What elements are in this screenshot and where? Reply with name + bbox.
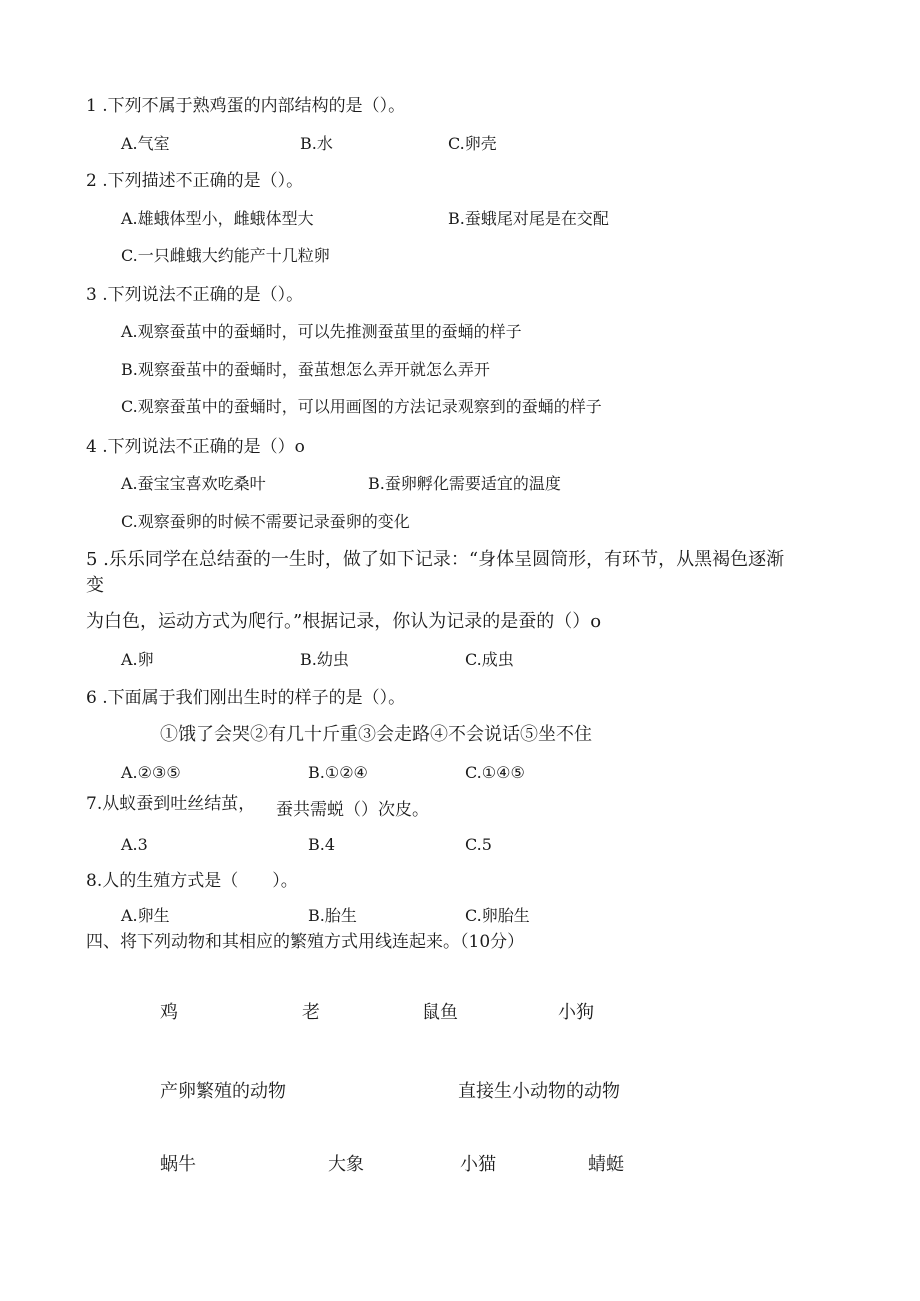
question-6-option-a: A.②③⑤: [121, 763, 181, 782]
question-1-stem: 1 .下列不属于熟鸡蛋的内部结构的是（）。: [86, 96, 406, 116]
question-2-option-b: B.蚕蛾尾对尾是在交配: [448, 209, 609, 228]
question-6-option-b: B.①②④: [308, 763, 368, 782]
animal-dragonfly: 蜻蜓: [588, 1154, 624, 1175]
category-live-birth: 直接生小动物的动物: [458, 1081, 620, 1102]
question-4-stem: 4 .下列说法不正确的是（）o: [86, 437, 305, 457]
question-1-option-c: C.卵壳: [448, 134, 497, 153]
animal-chicken: 鸡: [160, 1002, 178, 1023]
question-7-option-a: A.3: [121, 835, 148, 854]
question-6-items: ①饿了会哭②有几十斤重③会走路④不会说话⑤坐不住: [160, 724, 592, 745]
question-5-option-b: B.幼虫: [300, 650, 349, 669]
question-4-option-b: B.蚕卵孵化需要适宜的温度: [368, 474, 561, 493]
question-8-option-c: C.卵胎生: [465, 906, 530, 925]
question-5-option-c: C.成虫: [465, 650, 514, 669]
question-5-option-a: A.卵: [121, 650, 154, 669]
question-2-option-a: A.雄蛾体型小，雌蛾体型大: [121, 209, 314, 228]
question-3-option-b: B.观察蚕茧中的蚕蛹时，蚕茧想怎么弄开就怎么弄开: [121, 360, 490, 379]
section-4-heading: 四、将下列动物和其相应的繁殖方式用线连起来。（10分）: [86, 932, 525, 952]
question-7-option-c: C.5: [465, 835, 492, 854]
question-2-option-c: C.一只雌蛾大约能产十几粒卵: [121, 246, 330, 265]
question-4-option-c: C.观察蚕卵的时候不需要记录蚕卵的变化: [121, 512, 410, 531]
question-4-option-a: A.蚕宝宝喜欢吃桑叶: [121, 474, 266, 493]
question-3-stem: 3 .下列说法不正确的是（）。: [86, 285, 304, 305]
question-8-option-b: B.胎生: [308, 906, 357, 925]
question-5-stem-line2: 变: [86, 575, 104, 596]
animal-kitten: 小猫: [460, 1154, 496, 1175]
question-7-stem-part2: 蚕共需蜕（）次皮。: [276, 800, 429, 820]
animal-elephant: 大象: [328, 1154, 364, 1175]
question-5-stem-line3: 为白色，运动方式为爬行。”根据记录，你认为记录的是蚕的（）o: [86, 611, 602, 632]
category-egg-laying: 产卵繁殖的动物: [160, 1081, 286, 1102]
question-8-stem: 8.人的生殖方式是（ ）。: [86, 871, 298, 891]
animal-lao: 老: [302, 1002, 320, 1023]
question-3-option-a: A.观察蚕茧中的蚕蛹时，可以先推测蚕茧里的蚕蛹的样子: [121, 322, 522, 341]
question-7-option-b: B.4: [308, 835, 336, 854]
animal-snail: 蜗牛: [160, 1154, 196, 1175]
question-3-option-c: C.观察蚕茧中的蚕蛹时，可以用画图的方法记录观察到的蚕蛹的样子: [121, 397, 602, 416]
question-5-stem-line1: 5 .乐乐同学在总结蚕的一生时，做了如下记录：“身体呈圆筒形，有环节，从黑褐色逐渐: [86, 549, 785, 570]
question-1-option-b: B.水: [300, 134, 333, 153]
question-8-option-a: A.卵生: [121, 906, 170, 925]
animal-puppy: 小狗: [558, 1002, 594, 1023]
question-6-option-c: C.①④⑤: [465, 763, 525, 782]
animal-mouse-fish: 鼠鱼: [422, 1002, 458, 1023]
question-2-stem: 2 .下列描述不正确的是（）。: [86, 171, 304, 191]
question-6-stem: 6 .下面属于我们刚出生时的样子的是（）。: [86, 688, 406, 708]
question-1-option-a: A.气室: [121, 134, 170, 153]
question-7-stem-part1: 7.从蚁蚕到吐丝结茧，: [86, 794, 256, 814]
